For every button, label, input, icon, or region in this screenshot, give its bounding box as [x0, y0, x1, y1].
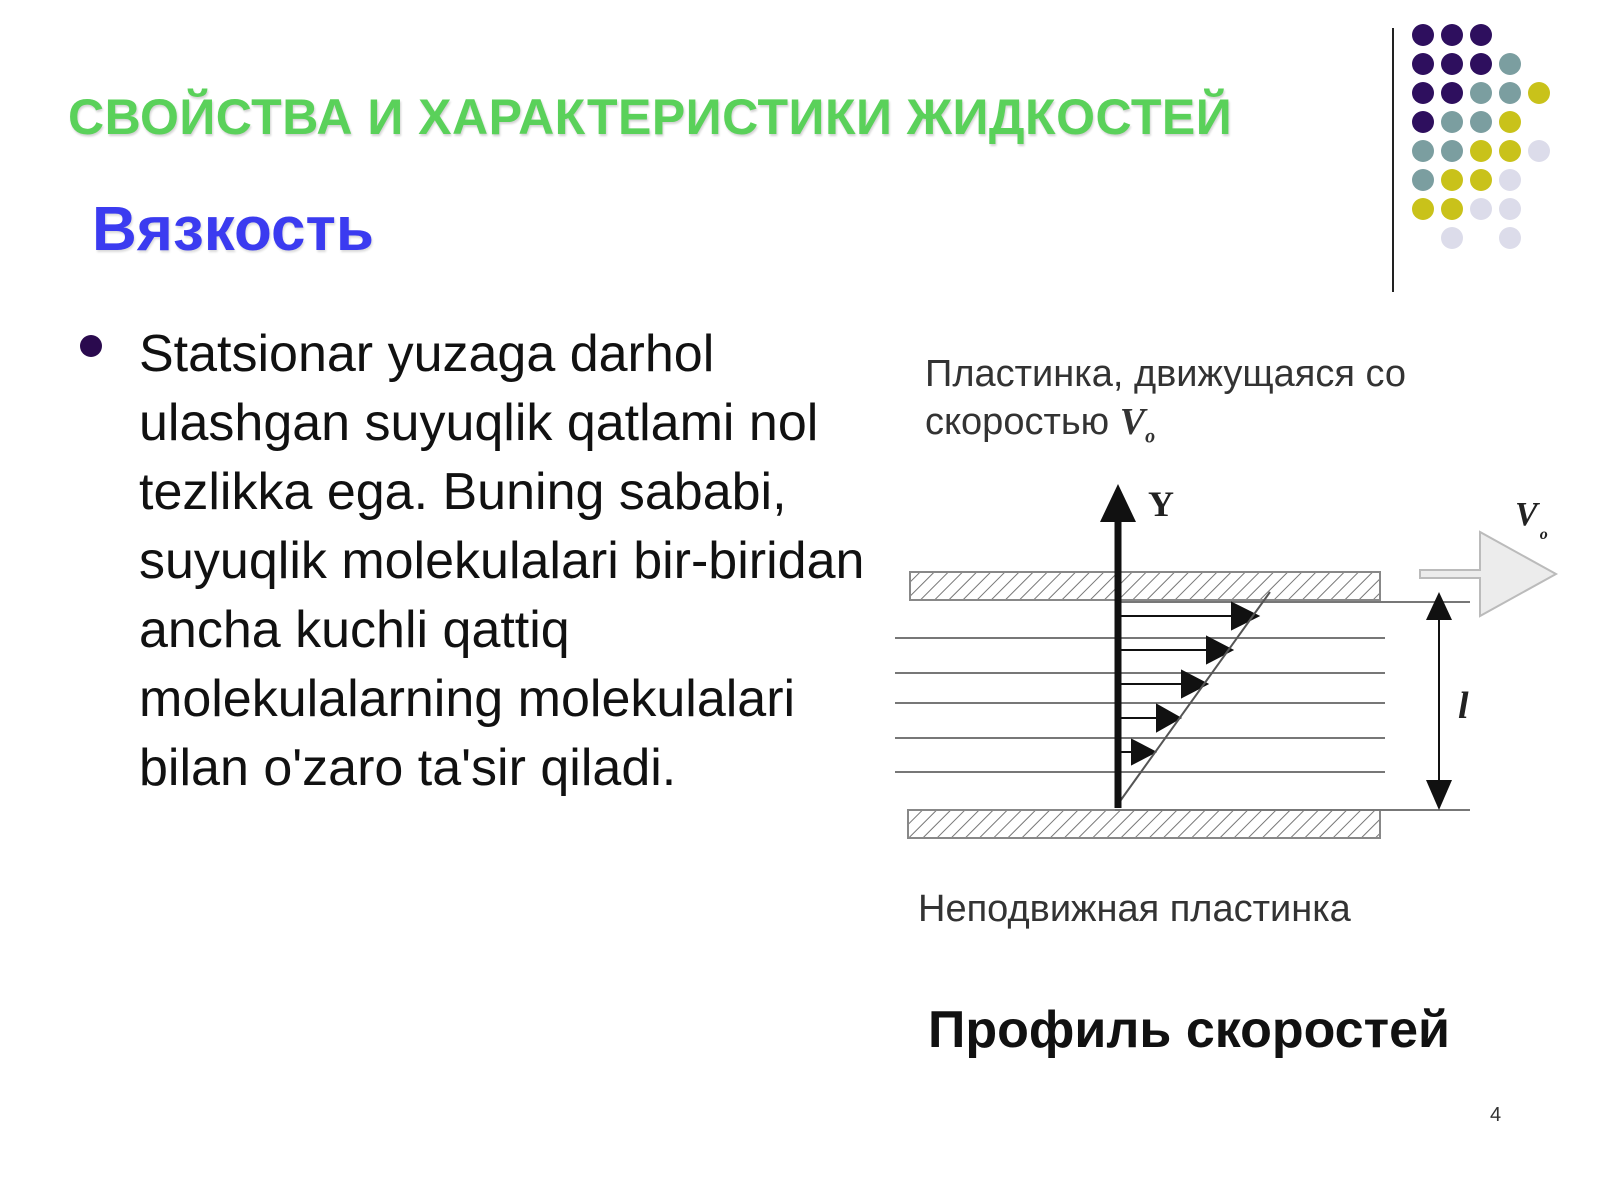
moving-plate-caption: [925, 350, 1406, 461]
velocity-profile-diagram: [880, 470, 1570, 850]
decorative-dot-grid: [1412, 24, 1592, 264]
decorative-dot: [1441, 227, 1463, 249]
decorative-dot: [1441, 169, 1463, 191]
page-number: 4: [1490, 1104, 1502, 1126]
decorative-dot: [1499, 169, 1521, 191]
decorative-dot: [1470, 53, 1492, 75]
fluid-layers: [895, 602, 1470, 810]
decorative-dot: [1499, 140, 1521, 162]
slide-title: СВОЙСТВА И ХАРАКТЕРИСТИКИ ЖИДКОСТЕЙ: [68, 89, 1233, 145]
gap-arrow-bottom: [1426, 780, 1452, 810]
velocity-symbol: $V_o$: [1119, 401, 1156, 448]
velocity-profile-caption: Профиль скоростей: [928, 1001, 1450, 1059]
velocity-arrow-label: $V_o$: [1515, 496, 1548, 543]
decorative-dot: [1412, 82, 1434, 104]
decorative-dot: [1499, 53, 1521, 75]
decorative-dot: [1499, 227, 1521, 249]
moving-plate-caption-line1: Пластинка, движущаяся со: [925, 353, 1407, 395]
bullet-text: Statsionar yuzaga darhol ulashgan suyuqlik qatlami nol tezlikka ega. Buning sababi, suyuqlik molekulalari bir-biridan ancha kuchli qattiq molekulalarning molekulalari bilan o'zaro ta'sir qiladi.: [139, 325, 865, 797]
decorative-dot: [1470, 198, 1492, 220]
moving-plate: [910, 572, 1380, 600]
decorative-dot: [1470, 169, 1492, 191]
decorative-dot: [1528, 82, 1550, 104]
gap-label: l: [1458, 685, 1469, 727]
vertical-divider: [1392, 28, 1394, 292]
decorative-dot: [1441, 140, 1463, 162]
decorative-dot: [1412, 24, 1434, 46]
decorative-dot: [1470, 24, 1492, 46]
decorative-dot: [1470, 82, 1492, 104]
gap-arrow-top: [1426, 592, 1452, 620]
decorative-dot: [1499, 111, 1521, 133]
decorative-dot: [1412, 140, 1434, 162]
decorative-dot: [1528, 140, 1550, 162]
moving-plate-caption-line2: [925, 398, 1406, 461]
decorative-dot: [1412, 53, 1434, 75]
y-axis-arrowhead: [1100, 484, 1136, 522]
decorative-dot: [1441, 53, 1463, 75]
decorative-dot: [1441, 111, 1463, 133]
decorative-dot: [1412, 169, 1434, 191]
fixed-plate-caption: Неподвижная пластинка: [918, 888, 1351, 930]
decorative-dot: [1499, 198, 1521, 220]
decorative-dot: [1499, 82, 1521, 104]
decorative-dot: [1441, 82, 1463, 104]
decorative-dot: [1412, 111, 1434, 133]
bullet-icon: [80, 335, 102, 357]
moving-plate-caption-text: скоростью: [925, 401, 1110, 443]
decorative-dot: [1470, 140, 1492, 162]
velocity-arrows: [1120, 603, 1258, 764]
decorative-dot: [1441, 24, 1463, 46]
y-axis-label: Y: [1148, 484, 1174, 524]
slide-subtitle: Вязкость: [92, 195, 374, 264]
decorative-dot: [1470, 111, 1492, 133]
decorative-dot: [1412, 198, 1434, 220]
fixed-plate: [908, 810, 1380, 838]
decorative-dot: [1441, 198, 1463, 220]
